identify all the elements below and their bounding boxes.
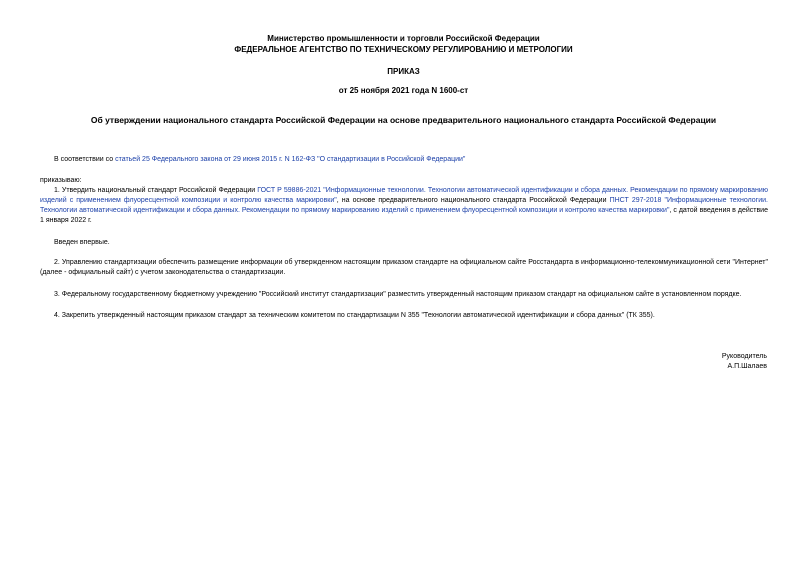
signature-name: А.П.Шалаев bbox=[727, 363, 767, 370]
item-3: 3. Федеральному государственному бюджетному учреждению "Российский институт стандартизации" разместить утвержденный настоящим приказом стандарт на официальном сайте в установленном порядке. bbox=[54, 291, 742, 298]
page-title: Об утверждении национального стандарта Российской Федерации на основе предварительного национального стандарта Российской Федерации bbox=[90, 115, 717, 125]
prikazyvayu-text: приказываю: bbox=[40, 177, 82, 184]
item-4: 4. Закрепить утвержденный настоящим приказом стандарт за техническим комитетом по стандартизации N 355 "Технологии автоматической идентификации и сбора данных" (ТК 355). bbox=[54, 312, 655, 319]
item-2: 2. Управлению стандартизации обеспечить размещение информации об утвержденном настоящим приказом стандарте на официальном сайте Росстандарта в информационно-телекоммуникационной сети "Интернет" (далее - официальный сайт) с учетом законодательства о стандартизации. bbox=[40, 259, 768, 276]
item-1 bbox=[40, 186, 768, 226]
document-type: ПРИКАЗ bbox=[387, 67, 420, 76]
gost-link[interactable]: ГОСТ Р 59886-2021 "Информационные технологии. Технологии автоматической идентификации и сбора данных. Рекомендации по прямому маркированию изделий с применением флуоресцентной композиции и контролю качества маркировки" bbox=[40, 187, 768, 204]
introduced-note: Введен впервые. bbox=[54, 239, 110, 246]
preamble-text: В соответствии со bbox=[54, 156, 116, 163]
signature-role: Руководитель bbox=[721, 353, 767, 360]
agency-name: ФЕДЕРАЛЬНОЕ АГЕНТСТВО ПО ТЕХНИЧЕСКОМУ РЕГУЛИРОВАНИЮ И МЕТРОЛОГИИ bbox=[234, 45, 573, 54]
item-1-prefix: 1. Утвердить национальный стандарт Российской Федерации bbox=[54, 187, 258, 194]
document-date-number: от 25 ноября 2021 года N 1600-ст bbox=[338, 86, 469, 95]
pnst-link[interactable]: ПНСТ 297-2018 "Информационные технологии. Технологии автоматической идентификации и сбора данных. Рекомендации по прямому маркированию изделий с применением флуоресцентной композиции и контролю качества маркировки" bbox=[40, 197, 768, 214]
item-1-suffix: , с датой введения в действие 1 января 2022 г. bbox=[40, 207, 768, 224]
preamble bbox=[40, 155, 768, 165]
ministry-name: Министерство промышленности и торговли Российской Федерации bbox=[267, 34, 540, 43]
federal-law-link[interactable]: статьей 25 Федерального закона от 29 июня 2015 г. N 162-ФЗ "О стандартизации в Российской Федерации" bbox=[115, 156, 466, 163]
item-1-middle: , на основе предварительного национального стандарта Российской Федерации bbox=[336, 197, 610, 204]
